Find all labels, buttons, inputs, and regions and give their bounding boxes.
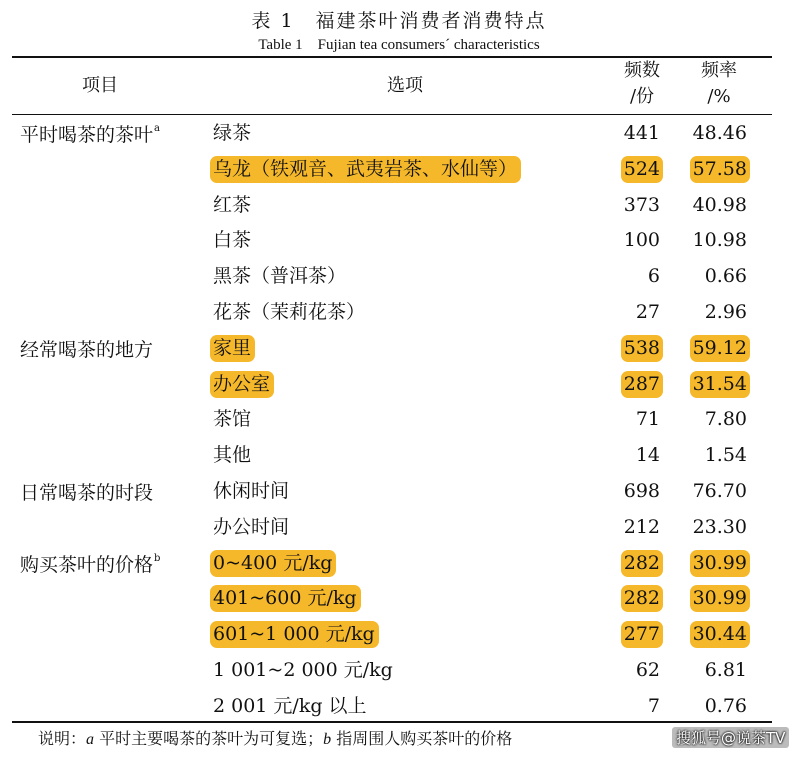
row-rate: 0.66 [704, 265, 747, 288]
table-row [0, 402, 798, 438]
row-option: 茶馆 [213, 408, 252, 431]
row-frequency: 14 [635, 444, 660, 467]
table-row [0, 510, 798, 546]
row-option: 601~1 000 元/kg [210, 621, 379, 648]
note-a-mark: a [86, 731, 95, 748]
row-category [20, 120, 160, 147]
header-rate-line2: /% [707, 86, 731, 107]
row-frequency: 698 [623, 479, 660, 502]
header-rate-line1: 频率 [701, 60, 737, 81]
row-rate: 30.99 [690, 550, 750, 577]
table-row [0, 474, 798, 510]
header-item: 项目 [82, 75, 118, 96]
row-rate: 6.81 [704, 658, 747, 681]
row-category-label: 购买茶叶的价格 [20, 553, 154, 576]
row-frequency: 212 [623, 515, 660, 538]
table-row [0, 617, 798, 653]
row-frequency: 7 [647, 694, 660, 717]
row-option: 0~400 元/kg [210, 550, 336, 577]
note-prefix: 说明： [38, 729, 87, 748]
row-rate: 30.99 [690, 585, 750, 612]
row-category-label: 经常喝茶的地方 [20, 338, 154, 361]
row-frequency: 62 [635, 658, 660, 681]
row-rate: 59.12 [690, 335, 750, 362]
row-option: 办公时间 [213, 515, 290, 538]
row-option: 2 001 元/kg 以上 [213, 694, 367, 717]
note-a-text: 平时主要喝茶的茶叶为可复选； [94, 729, 324, 748]
header-frequency-line2: /份 [629, 86, 655, 107]
header-rate [686, 58, 752, 110]
table-row [0, 223, 798, 259]
table-note [38, 726, 512, 749]
row-category [20, 478, 153, 505]
row-option: 其他 [213, 444, 252, 467]
row-frequency: 6 [647, 265, 660, 288]
row-frequency: 524 [621, 156, 663, 183]
row-frequency: 441 [623, 122, 660, 144]
row-frequency: 538 [621, 335, 663, 362]
row-rate: 48.46 [692, 122, 747, 144]
row-frequency: 282 [621, 550, 663, 577]
row-rate: 2.96 [704, 300, 747, 323]
row-category [20, 550, 160, 577]
header-option: 选项 [387, 75, 423, 96]
table-row [0, 581, 798, 617]
table-row [0, 331, 798, 367]
table-body [0, 116, 798, 725]
bottom-rule [12, 721, 772, 723]
row-rate: 76.70 [692, 479, 747, 502]
row-frequency: 27 [635, 300, 660, 323]
row-option: 1 001~2 000 元/kg [213, 658, 393, 681]
row-category [20, 335, 153, 362]
table-row [0, 152, 798, 188]
header-frequency-line1: 频数 [624, 60, 660, 81]
table-row [0, 367, 798, 403]
table-row [0, 546, 798, 582]
row-frequency: 100 [623, 229, 660, 252]
row-category-label: 日常喝茶的时段 [20, 481, 154, 504]
table-row [0, 116, 798, 152]
table-row [0, 653, 798, 689]
row-frequency: 373 [623, 193, 660, 216]
table-title-english: Table 1 Fujian tea consumers´ characteristics [258, 37, 540, 53]
note-b-text: 指周围人购买茶叶的价格 [331, 729, 513, 748]
row-option: 家里 [210, 335, 255, 362]
row-rate: 7.80 [704, 408, 747, 431]
row-frequency: 282 [621, 585, 663, 612]
watermark: 搜狐号@说茶TV [672, 727, 789, 748]
header-frequency [612, 58, 672, 110]
row-option: 401~600 元/kg [210, 585, 361, 612]
row-option: 绿茶 [213, 122, 252, 144]
row-frequency: 277 [621, 621, 663, 648]
row-rate: 57.58 [690, 156, 750, 183]
row-category-label: 平时喝茶的茶叶 [20, 124, 154, 146]
table-row [0, 689, 798, 725]
row-rate: 0.76 [704, 694, 747, 717]
row-option: 黑茶（普洱茶） [213, 265, 347, 288]
row-frequency: 287 [621, 371, 663, 398]
row-rate: 31.54 [690, 371, 750, 398]
table-row [0, 188, 798, 224]
table-title-chinese: 表 1 福建茶叶消费者消费特点 [251, 10, 547, 32]
header-rule [12, 114, 772, 115]
row-option: 休闲时间 [213, 479, 290, 502]
row-category-footnote-mark: b [154, 552, 161, 564]
row-rate: 30.44 [690, 621, 750, 648]
row-rate: 40.98 [692, 193, 747, 216]
table-row [0, 295, 798, 331]
row-option: 花茶（茉莉花茶） [213, 300, 366, 323]
row-rate: 1.54 [704, 444, 747, 467]
table-row [0, 438, 798, 474]
row-option: 白茶 [213, 229, 252, 252]
row-rate: 23.30 [692, 515, 747, 538]
row-option: 乌龙（铁观音、武夷岩茶、水仙等） [210, 156, 521, 183]
row-rate: 10.98 [692, 229, 747, 252]
table-row [0, 259, 798, 295]
note-b-mark: b [323, 731, 332, 748]
row-category-footnote-mark: a [154, 123, 160, 134]
row-frequency: 71 [635, 408, 660, 431]
row-option: 红茶 [213, 193, 252, 216]
row-option: 办公室 [210, 371, 274, 398]
